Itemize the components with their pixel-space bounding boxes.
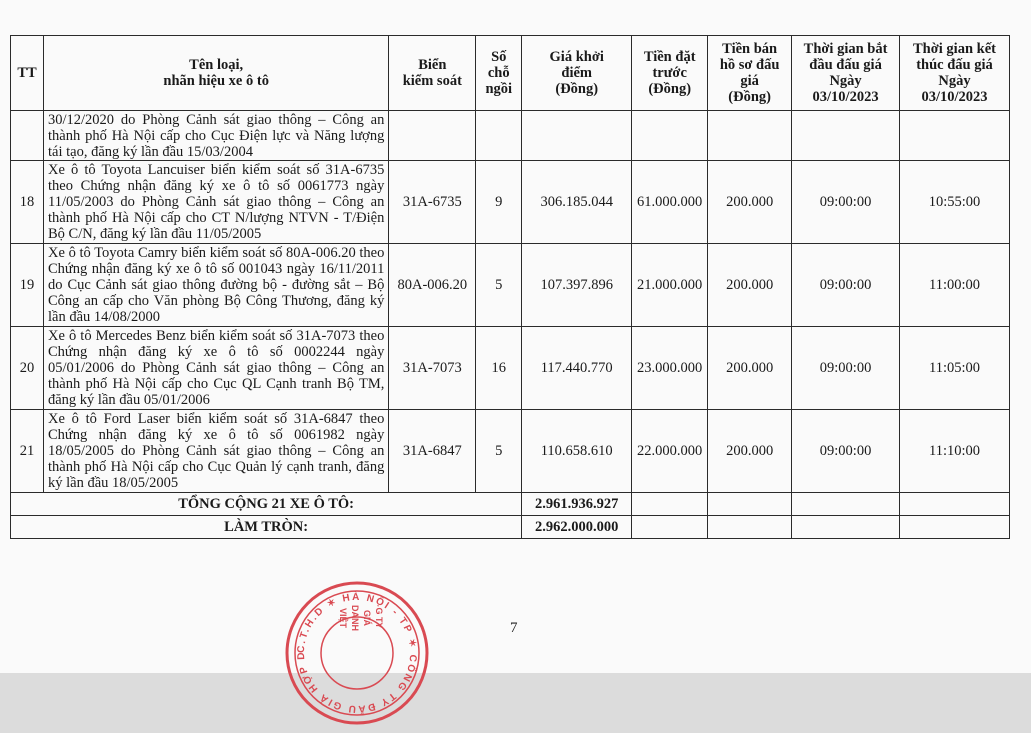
start-price: 107.397.896 xyxy=(522,244,632,327)
header-plate: Biển kiểm soát xyxy=(389,36,476,111)
row-number: 19 xyxy=(11,244,44,327)
total-row xyxy=(11,493,1010,516)
deposit: 23.000.000 xyxy=(632,327,708,410)
seat-count: 16 xyxy=(476,327,522,410)
table-row xyxy=(11,327,1010,410)
start-time: 09:00:00 xyxy=(792,327,900,410)
header-start-time: Thời gian bắt đầu đấu giá Ngày 03/10/2023 xyxy=(792,36,900,111)
seal-graphic xyxy=(282,578,432,728)
dossier-fee: 200.000 xyxy=(708,410,792,493)
start-price: 110.658.610 xyxy=(522,410,632,493)
svg-text:DANH: DANH xyxy=(350,605,360,631)
seat-count: 9 xyxy=(476,161,522,244)
vehicle-description: Xe ô tô Ford Laser biển kiểm soát số 31A-6847 theo Chứng nhận đăng ký xe ô tô số 0061982 ngày 18/05/2005 do Phòng Cảnh sát giao thông – Công an thành phố Hà Nội cấp cho Cục Quản lý cạnh tranh, đăng ký lần đầu 18/05/2005 xyxy=(43,410,388,493)
end-time: 10:55:00 xyxy=(900,161,1010,244)
deposit: 61.000.000 xyxy=(632,161,708,244)
svg-text:G TY: G TY xyxy=(374,607,384,629)
svg-text:GIÁ: GIÁ xyxy=(362,609,372,627)
end-time: 11:05:00 xyxy=(900,327,1010,410)
dossier-fee: 200.000 xyxy=(708,161,792,244)
header-start-price: Giá khởi điểm (Đồng) xyxy=(522,36,632,111)
header-end-time: Thời gian kết thúc đấu giá Ngày 03/10/2023 xyxy=(900,36,1010,111)
license-plate: 31A-7073 xyxy=(389,327,476,410)
start-time: 09:00:00 xyxy=(792,410,900,493)
vehicle-description: Xe ô tô Mercedes Benz biển kiểm soát số 31A-7073 theo Chứng nhận đăng ký xe ô tô số 0002244 ngày 05/01/2006 do Phòng Cảnh sát giao thông – Công an thành phố Hà Nội cấp cho Cục QL Cạnh tranh Bộ TM, đăng ký lần đầu 05/01/2006 xyxy=(43,327,388,410)
total-label: TỔNG CỘNG 21 XE Ô TÔ: xyxy=(11,493,522,516)
total-value: 2.961.936.927 xyxy=(522,493,632,516)
start-time: 09:00:00 xyxy=(792,161,900,244)
vehicle-description: Xe ô tô Toyota Lancuiser biển kiểm soát số 31A-6735 theo Chứng nhận đăng ký xe ô tô số 0061773 ngày 11/05/2003 do Phòng Cảnh sát giao thông – Công an thành phố Hà Nội cấp cho CT N/lượng NTVN - T/Điện Bộ C/N, đăng ký lần đầu 11/05/2005 xyxy=(43,161,388,244)
header-vehicle-name: Tên loại, nhãn hiệu xe ô tô xyxy=(43,36,388,111)
table-row xyxy=(11,244,1010,327)
continuation-text: 30/12/2020 do Phòng Cảnh sát giao thông – Công an thành phố Hà Nội cấp cho Cục Điện lực và Năng lượng tái tạo, đăng ký lần đầu 15/03/2004 xyxy=(43,111,388,161)
rounded-value: 2.962.000.000 xyxy=(522,516,632,539)
end-time: 11:10:00 xyxy=(900,410,1010,493)
header-deposit: Tiền đặt trước (Đồng) xyxy=(632,36,708,111)
rounded-row xyxy=(11,516,1010,539)
deposit: 21.000.000 xyxy=(632,244,708,327)
row-number: 18 xyxy=(11,161,44,244)
page-number: 7 xyxy=(510,620,518,636)
row-number: 21 xyxy=(11,410,44,493)
auction-table xyxy=(10,35,1010,539)
start-price: 117.440.770 xyxy=(522,327,632,410)
table-row xyxy=(11,410,1010,493)
rounded-label: LÀM TRÒN: xyxy=(11,516,522,539)
header-seats: Số chỗ ngồi xyxy=(476,36,522,111)
table-row xyxy=(11,161,1010,244)
license-plate: 80A-006.20 xyxy=(389,244,476,327)
header-tt: TT xyxy=(11,36,44,111)
license-plate: 31A-6847 xyxy=(389,410,476,493)
deposit: 22.000.000 xyxy=(632,410,708,493)
svg-text:C.T.H.D ✶ HÀ NỘI - TP ✶ CÔNG T: C.T.H.D ✶ HÀ NỘI - TP ✶ CÔNG TY ĐẤU GIÁ HỢP D xyxy=(295,591,419,715)
svg-text:VIỆT: VIỆT xyxy=(338,607,348,629)
end-time: 11:00:00 xyxy=(900,244,1010,327)
start-time: 09:00:00 xyxy=(792,244,900,327)
seat-count: 5 xyxy=(476,244,522,327)
license-plate: 31A-6735 xyxy=(389,161,476,244)
dossier-fee: 200.000 xyxy=(708,244,792,327)
continuation-row xyxy=(11,111,1010,161)
row-number: 20 xyxy=(11,327,44,410)
company-seal xyxy=(282,578,432,715)
header-row xyxy=(11,36,1010,111)
header-dossier-fee: Tiền bán hồ sơ đấu giá (Đồng) xyxy=(708,36,792,111)
dossier-fee: 200.000 xyxy=(708,327,792,410)
start-price: 306.185.044 xyxy=(522,161,632,244)
vehicle-description: Xe ô tô Toyota Camry biển kiểm soát số 80A-006.20 theo Chứng nhận đăng ký xe ô tô số 001043 ngày 16/11/2011 do Cục Cảnh sát giao thông đường bộ - đường sắt – Bộ Công an cấp cho Văn phòng Bộ Công Thương, đăng ký lần đầu 14/08/2000 xyxy=(43,244,388,327)
seat-count: 5 xyxy=(476,410,522,493)
